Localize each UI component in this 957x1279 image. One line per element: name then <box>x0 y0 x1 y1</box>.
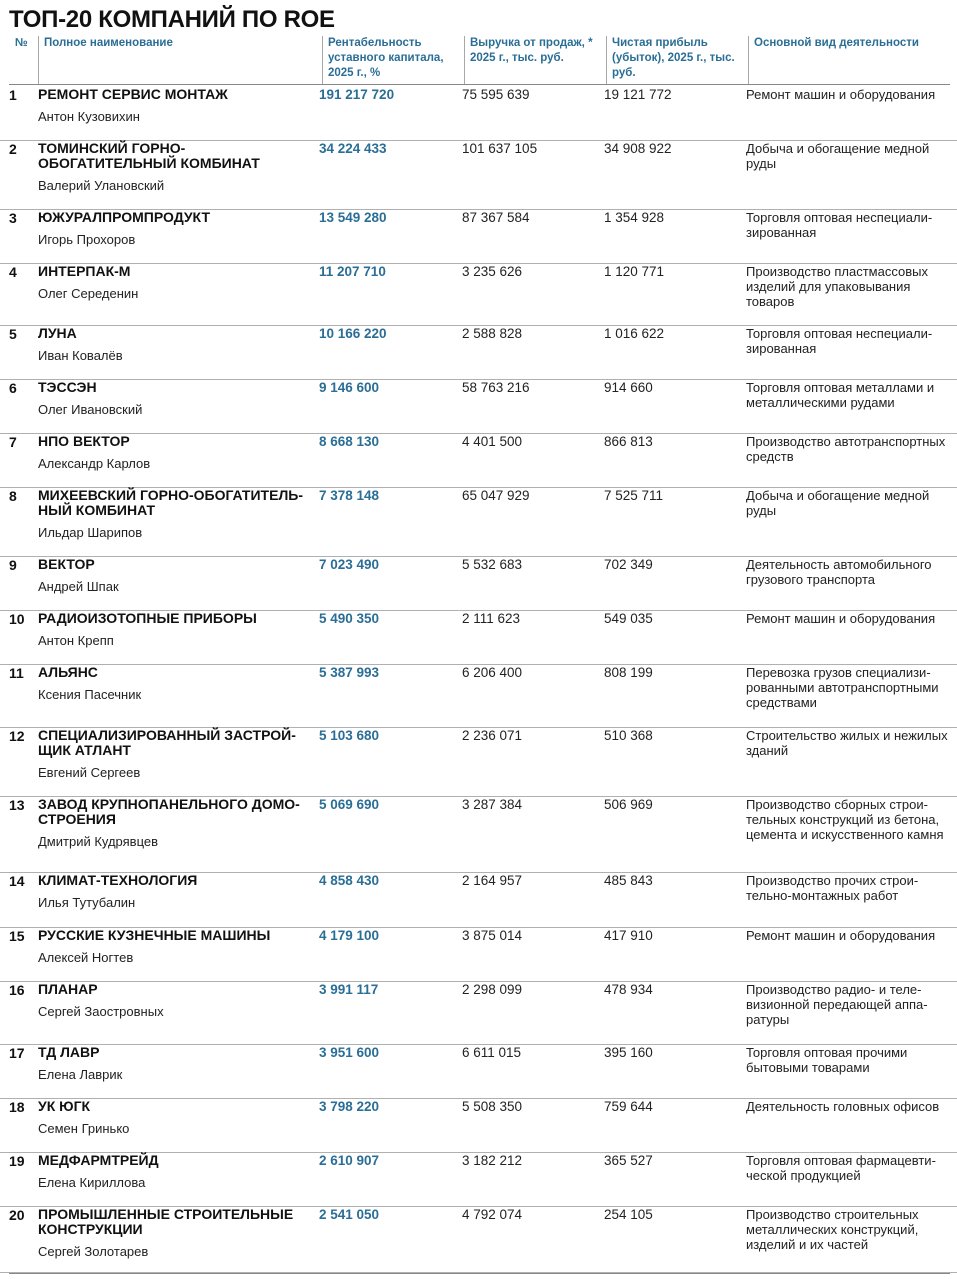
header-activity: Основной вид деятельности <box>748 36 948 84</box>
header-revenue: Выручка от продаж, * 2025 г., тыс. руб. <box>464 36 606 84</box>
activity-text: Торговля оптовая металлами и металлическими рудами <box>746 380 935 410</box>
net-profit-value: 808 199 <box>604 665 653 680</box>
activity-text: Строительство жилых и нежилых зданий <box>746 728 948 758</box>
roe-value: 11 207 710 <box>319 264 386 279</box>
roe-value: 8 668 130 <box>319 434 380 449</box>
header-divider <box>9 84 950 85</box>
company-name: ЗАВОД КРУПНОПАНЕЛЬНОГО ДОМОСТРОЕНИЯ <box>38 796 300 827</box>
company-ceo: Елена Кириллова <box>38 1175 146 1190</box>
rank-number: 3 <box>9 210 17 226</box>
activity-text: Деятельность автомобильного грузового транспорта <box>746 557 932 587</box>
table-row <box>0 797 957 873</box>
company-cell <box>38 434 316 472</box>
activity-text: Ремонт машин и оборудования <box>746 611 936 626</box>
company-ceo: Евгений Сергеев <box>38 765 141 780</box>
table-row <box>0 141 957 210</box>
company-cell <box>38 326 316 364</box>
net-profit-value: 1 354 928 <box>604 210 665 225</box>
net-profit-value: 417 910 <box>604 928 653 943</box>
company-ceo: Сергей Золотарев <box>38 1244 149 1259</box>
table-row <box>0 728 957 797</box>
roe-value: 5 490 350 <box>319 611 380 626</box>
table-header <box>0 36 957 84</box>
table-row <box>0 1099 957 1153</box>
activity-text: Производство пластмассовых изделий для упаковывания товаров <box>746 264 928 309</box>
net-profit-value: 7 525 711 <box>604 488 664 503</box>
net-profit-value: 1 016 622 <box>604 326 665 341</box>
company-name: УК ЮГК <box>38 1098 91 1114</box>
revenue-value: 2 111 623 <box>462 611 521 626</box>
activity-text: Торговля оптовая прочими бытовыми товарами <box>746 1045 908 1075</box>
table-row <box>0 1207 957 1273</box>
company-cell <box>38 665 316 703</box>
revenue-value: 3 235 626 <box>462 264 523 279</box>
roe-value: 3 991 117 <box>319 982 379 997</box>
activity-text: Перевозка грузов специализированными автотранспортными средствами <box>746 665 939 710</box>
roe-value: 2 610 907 <box>319 1153 380 1168</box>
roe-value: 10 166 220 <box>319 326 387 341</box>
table-row <box>0 87 957 141</box>
header-num: № <box>15 37 28 49</box>
company-name: ПЛАНАР <box>38 981 98 997</box>
activity-text: Ремонт машин и оборудования <box>746 87 936 102</box>
rank-number: 11 <box>9 665 24 681</box>
net-profit-value: 19 121 772 <box>604 87 672 102</box>
revenue-value: 4 792 074 <box>462 1207 523 1222</box>
table-row <box>0 557 957 611</box>
roe-value: 13 549 280 <box>319 210 387 225</box>
net-profit-value: 914 660 <box>604 380 653 395</box>
company-cell <box>38 1099 316 1137</box>
net-profit-value: 1 120 771 <box>604 264 665 279</box>
rank-number: 15 <box>9 928 25 944</box>
roe-value: 5 387 993 <box>319 665 380 680</box>
company-name: ТЭССЭН <box>38 379 97 395</box>
table-row <box>0 434 957 488</box>
company-cell <box>38 488 316 541</box>
company-ceo: Сергей Заостровных <box>38 1004 164 1019</box>
rank-number: 16 <box>9 982 25 998</box>
company-name: АЛЬЯНС <box>38 664 98 680</box>
revenue-value: 2 236 071 <box>462 728 523 743</box>
revenue-value: 3 287 384 <box>462 797 523 812</box>
company-ceo: Игорь Прохоров <box>38 232 136 247</box>
table-row <box>0 264 957 326</box>
revenue-value: 87 367 584 <box>462 210 530 225</box>
activity-text: Торговля оптовая неспециализированная <box>746 210 933 240</box>
roe-value: 191 217 720 <box>319 87 395 102</box>
company-name: РАДИОИЗОТОПНЫЕ ПРИБОРЫ <box>38 610 257 626</box>
rank-number: 12 <box>9 728 25 744</box>
company-ceo: Александр Карлов <box>38 456 151 471</box>
revenue-value: 4 401 500 <box>462 434 523 449</box>
rank-number: 1 <box>9 87 17 103</box>
revenue-value: 6 206 400 <box>462 665 523 680</box>
company-ceo: Олег Ивановский <box>38 402 143 417</box>
activity-text: Добыча и обогащение медной руды <box>746 488 930 518</box>
activity-text: Деятельность головных офисов <box>746 1099 940 1114</box>
net-profit-value: 485 843 <box>604 873 653 888</box>
roe-value: 7 023 490 <box>319 557 380 572</box>
table-bottom-divider <box>9 1273 950 1274</box>
company-cell <box>38 728 316 781</box>
table-row <box>0 611 957 665</box>
company-cell <box>38 611 316 649</box>
activity-text: Торговля оптовая фармацевтической продукцией <box>746 1153 936 1183</box>
rank-number: 2 <box>9 141 17 157</box>
revenue-value: 2 298 099 <box>462 982 523 997</box>
activity-text: Ремонт машин и оборудования <box>746 928 936 943</box>
table-row <box>0 1153 957 1207</box>
company-name: ИНТЕРПАК-М <box>38 263 131 279</box>
table-row <box>0 665 957 728</box>
company-name: ТОМИНСКИЙ ГОРНО-ОБОГАТИТЕЛЬНЫЙ КОМБИНАТ <box>38 140 260 171</box>
company-cell <box>38 982 316 1020</box>
header-net-profit: Чистая прибыль (убыток), 2025 г., тыс. руб. <box>606 36 748 84</box>
revenue-value: 75 595 639 <box>462 87 530 102</box>
table-row <box>0 488 957 557</box>
rank-number: 5 <box>9 326 17 342</box>
roe-value: 5 103 680 <box>319 728 380 743</box>
revenue-value: 101 637 105 <box>462 141 538 156</box>
table-row <box>0 928 957 982</box>
net-profit-value: 549 035 <box>604 611 653 626</box>
company-cell <box>38 141 316 194</box>
net-profit-value: 478 934 <box>604 982 653 997</box>
company-name: ВЕКТОР <box>38 556 95 572</box>
company-ceo: Иван Ковалёв <box>38 348 123 363</box>
company-cell <box>38 1207 316 1260</box>
rank-number: 13 <box>9 797 25 813</box>
header-name: Полное наименование <box>38 36 319 84</box>
revenue-value: 65 047 929 <box>462 488 530 503</box>
net-profit-value: 702 349 <box>604 557 653 572</box>
table-row <box>0 1045 957 1099</box>
revenue-value: 3 182 212 <box>462 1153 523 1168</box>
company-ceo: Ильдар Шарипов <box>38 525 143 540</box>
company-ceo: Семен Гринько <box>38 1121 130 1136</box>
rank-number: 14 <box>9 873 25 889</box>
company-name: МИХЕЕВСКИЙ ГОРНО-ОБОГАТИТЕЛЬНЫЙ КОМБИНАТ <box>38 487 303 518</box>
company-name: РУССКИЕ КУЗНЕЧНЫЕ МАШИНЫ <box>38 927 271 943</box>
rank-number: 17 <box>9 1045 25 1061</box>
rank-number: 20 <box>9 1207 25 1223</box>
table-row <box>0 326 957 380</box>
net-profit-value: 759 644 <box>604 1099 653 1114</box>
company-name: НПО ВЕКТОР <box>38 433 130 449</box>
company-ceo: Ксения Пасечник <box>38 687 142 702</box>
company-cell <box>38 797 316 850</box>
company-cell <box>38 380 316 418</box>
company-name: РЕМОНТ СЕРВИС МОНТАЖ <box>38 86 228 102</box>
rank-number: 6 <box>9 380 17 396</box>
table-row <box>0 873 957 928</box>
revenue-value: 2 588 828 <box>462 326 523 341</box>
company-ceo: Андрей Шпак <box>38 579 119 594</box>
company-ceo: Антон Крепп <box>38 633 114 648</box>
page-title: ТОП-20 КОМПАНИЙ ПО ROE <box>9 6 335 33</box>
activity-text: Производство радио- и телевизионной передающей аппаратуры <box>746 982 928 1027</box>
activity-text: Торговля оптовая неспециализированная <box>746 326 933 356</box>
roe-value: 9 146 600 <box>319 380 380 395</box>
company-name: ЮЖУРАЛПРОМПРОДУКТ <box>38 209 210 225</box>
roe-value: 4 179 100 <box>319 928 380 943</box>
company-cell <box>38 1153 316 1191</box>
revenue-value: 3 875 014 <box>462 928 523 943</box>
company-ceo: Олег Середенин <box>38 286 139 301</box>
roe-value: 4 858 430 <box>319 873 380 888</box>
net-profit-value: 34 908 922 <box>604 141 672 156</box>
company-cell <box>38 873 316 911</box>
company-cell <box>38 264 316 302</box>
revenue-value: 5 508 350 <box>462 1099 523 1114</box>
company-ceo: Валерий Улановский <box>38 178 165 193</box>
rank-number: 10 <box>9 611 25 627</box>
activity-text: Производство сборных строительных конструкций из бетона, цемента и искусственного камня <box>746 797 944 842</box>
company-name: ЛУНА <box>38 325 77 341</box>
revenue-value: 6 611 015 <box>462 1045 522 1060</box>
company-name: ТД ЛАВР <box>38 1044 100 1060</box>
net-profit-value: 395 160 <box>604 1045 653 1060</box>
roe-value: 34 224 433 <box>319 141 387 156</box>
roe-value: 2 541 050 <box>319 1207 380 1222</box>
rank-number: 9 <box>9 557 17 573</box>
company-ceo: Елена Лаврик <box>38 1067 123 1082</box>
net-profit-value: 506 969 <box>604 797 653 812</box>
net-profit-value: 510 368 <box>604 728 653 743</box>
roe-value: 3 798 220 <box>319 1099 380 1114</box>
activity-text: Производство строительных металлических конструкций, изделий и их частей <box>746 1207 919 1252</box>
company-name: КЛИМАТ-ТЕХНОЛОГИЯ <box>38 872 198 888</box>
rank-number: 8 <box>9 488 17 504</box>
activity-text: Добыча и обогащение медной руды <box>746 141 930 171</box>
roe-value: 3 951 600 <box>319 1045 380 1060</box>
company-name: МЕДФАРМТРЕЙД <box>38 1152 159 1168</box>
table-row <box>0 982 957 1045</box>
table-row <box>0 210 957 264</box>
rank-number: 7 <box>9 434 17 450</box>
company-name: СПЕЦИАЛИЗИРОВАННЫЙ ЗАСТРОЙЩИК АТЛАНТ <box>38 727 296 758</box>
revenue-value: 5 532 683 <box>462 557 523 572</box>
table-row <box>0 380 957 434</box>
net-profit-value: 365 527 <box>604 1153 653 1168</box>
revenue-value: 58 763 216 <box>462 380 530 395</box>
roe-value: 7 378 148 <box>319 488 380 503</box>
company-ceo: Дмитрий Кудрявцев <box>38 834 159 849</box>
net-profit-value: 254 105 <box>604 1207 653 1222</box>
company-cell <box>38 557 316 595</box>
company-cell <box>38 928 316 966</box>
company-ceo: Алексей Ногтев <box>38 950 134 965</box>
net-profit-value: 866 813 <box>604 434 653 449</box>
activity-text: Производство прочих строительно-монтажных работ <box>746 873 919 903</box>
company-ceo: Антон Кузовихин <box>38 109 140 124</box>
company-ceo: Илья Тутубалин <box>38 895 136 910</box>
company-cell <box>38 87 316 125</box>
roe-value: 5 069 690 <box>319 797 380 812</box>
company-cell <box>38 1045 316 1083</box>
header-roe: Рентабельность уставного капитала, 2025 г., % <box>322 36 462 84</box>
activity-text: Производство автотранспортных средств <box>746 434 946 464</box>
revenue-value: 2 164 957 <box>462 873 523 888</box>
rank-number: 4 <box>9 264 17 280</box>
rank-number: 18 <box>9 1099 25 1115</box>
rank-number: 19 <box>9 1153 25 1169</box>
company-name: ПРОМЫШЛЕННЫЕ СТРОИТЕЛЬНЫЕ КОНСТРУКЦИИ <box>38 1206 294 1237</box>
company-cell <box>38 210 316 248</box>
